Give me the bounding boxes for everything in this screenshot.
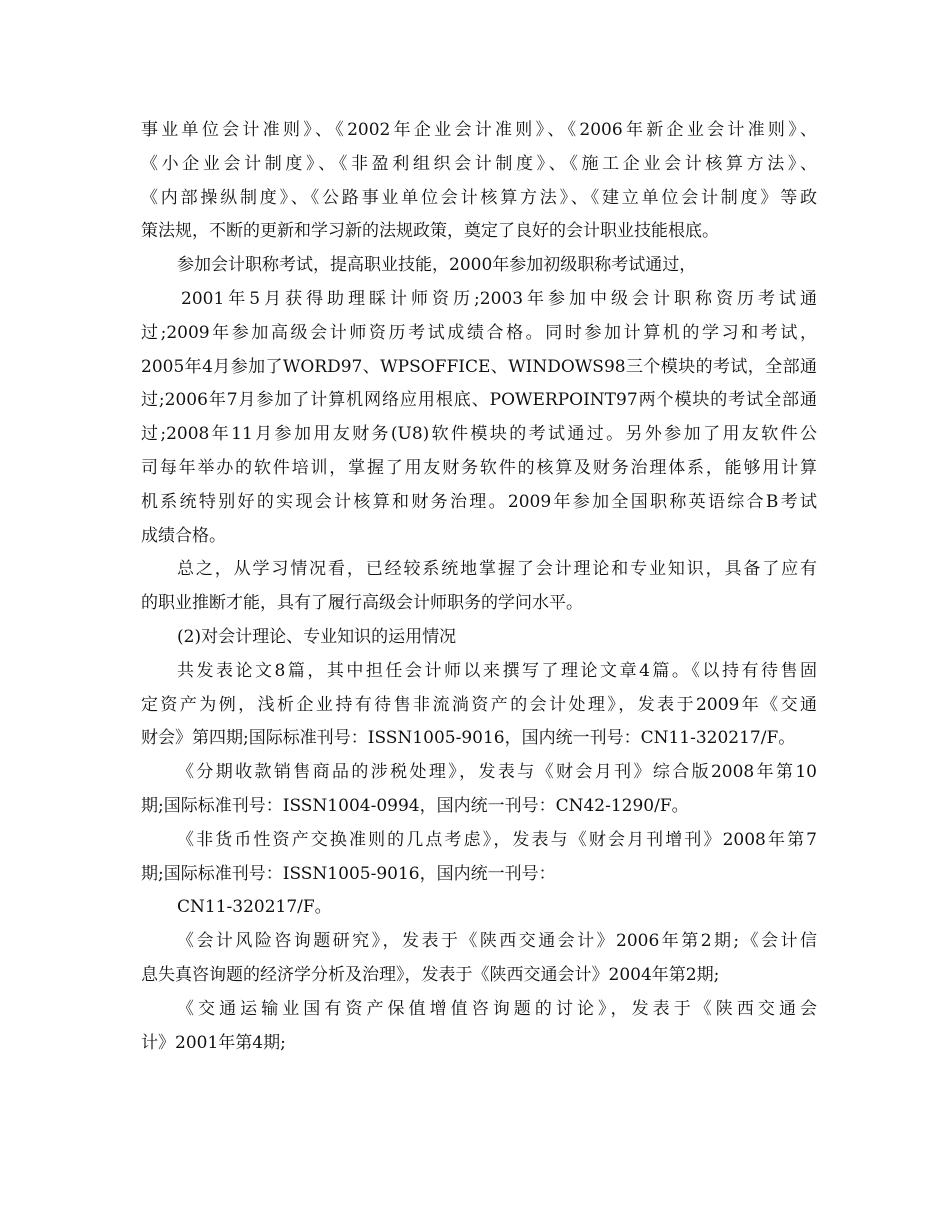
text-line: 成绩合格。 xyxy=(141,525,226,546)
text-line: 过;2006年7月参加了计算机网络应用根底、POWERPOINT97两个模块的考试全部通 xyxy=(141,390,817,411)
text-line: 的职业推断才能，具有了履行高级会计师职务的学问水平。 xyxy=(141,593,583,614)
text-line: 《小企业会计制度》、《非盈利组织会计制度》、《施工企业会计核算方法》、 xyxy=(141,153,817,174)
text-line: 参加会计职称考试，提高职业技能，2000年参加初级职称考试通过， xyxy=(177,255,697,276)
text-line: 《交通运输业国有资产保值增值咨询题的讨论》，发表于《陕西交通会 xyxy=(177,998,817,1019)
text-line: 策法规，不断的更新和学习新的法规政策，奠定了良好的会计职业技能根底。 xyxy=(141,221,719,242)
text-line: 《会计风险咨询题研究》，发表于《陕西交通会计》2006年第2期;《会计信 xyxy=(177,931,817,952)
body-text xyxy=(141,114,817,1060)
section-heading: (2)对会计理论、专业知识的运用情况 xyxy=(177,626,457,647)
text-line: 《分期收款销售商品的涉税处理》，发表与《财会月刊》综合版2008年第10 xyxy=(177,762,817,783)
text-line: 事业单位会计准则》、《2002年企业会计准则》、《2006年新企业会计准则》、 xyxy=(141,120,817,140)
text-line: 计》2001年第4期; xyxy=(141,1032,286,1053)
text-line: 2001年5月获得助理睬计师资历;2003年参加中级会计职称资历考试通 xyxy=(181,288,817,309)
text-line: 过;2009年参加高级会计师资历考试成绩合格。同时参加计算机的学习和考试， xyxy=(141,322,817,343)
text-line: CN11-320217/F。 xyxy=(177,897,332,918)
text-line: 司每年举办的软件培训，掌握了用友财务软件的核算及财务治理体系，能够用计算 xyxy=(141,457,817,478)
text-line: 期;国际标准刊号：ISSN1005-9016，国内统一刊号： xyxy=(141,863,556,884)
text-line: 《非货币性资产交换准则的几点考虑》，发表与《财会月刊增刊》2008年第7 xyxy=(177,829,817,850)
text-line: 2005年4月参加了WORD97、WPSOFFICE、WINDOWS98三个模块的考试，全部通 xyxy=(141,356,817,377)
text-line: 过;2008年11月参加用友财务(U8)软件模块的考试通过。另外参加了用友软件公 xyxy=(141,424,817,445)
text-line: 共发表论文8篇，其中担任会计师以来撰写了理论文章4篇。《以持有待售固 xyxy=(177,660,817,681)
text-line: 息失真咨询题的经济学分析及治理》，发表于《陕西交通会计》2004年第2期; xyxy=(141,964,720,985)
text-line: 财会》第四期;国际标准刊号：ISSN1005-9016，国内统一刊号：CN11-320217/F。 xyxy=(141,728,796,749)
text-line: 《内部操纵制度》、《公路事业单位会计核算方法》、《建立单位会计制度》等政 xyxy=(141,187,817,208)
text-line: 期;国际标准刊号：ISSN1004-0994，国内统一刊号：CN42-1290/F。 xyxy=(141,795,689,816)
text-line: 机系统特别好的实现会计核算和财务治理。2009年参加全国职称英语综合B考试 xyxy=(141,491,817,512)
text-line: 总之，从学习情况看，已经较系统地掌握了会计理论和专业知识，具备了应有 xyxy=(177,559,817,580)
text-line: 定资产为例，浅析企业持有待售非流淌资产的会计处理》，发表于2009年《交通 xyxy=(141,694,817,715)
